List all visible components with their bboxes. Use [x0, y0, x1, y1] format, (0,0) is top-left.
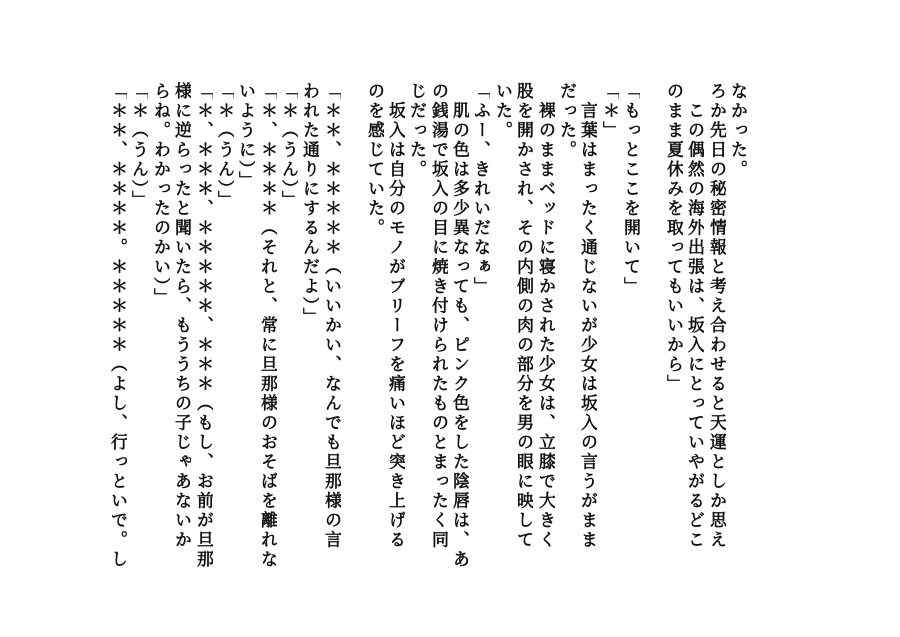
text-line: 「＊（うん）」 [278, 82, 298, 210]
blank-line [341, 82, 362, 602]
text-line: のまま夏休みを取ってもいいから」 [663, 82, 683, 394]
text-line: 裸のままベッドに寝かされた少女は、立膝で大きく [535, 82, 555, 550]
blank-line [640, 82, 661, 602]
text-line: だった。 [556, 82, 576, 160]
text-line: 言葉はまったく通じないが少女は坂入の言うがまま [577, 82, 597, 550]
text-line: 肌の色は多少異なっても、ピンク色をした陰唇は、あ [449, 82, 469, 570]
text-line: 「もっとここを開いて」 [620, 82, 640, 297]
text-line: 坂入は自分のモノがブリーフを痛いほど突き上げる [385, 82, 405, 550]
text-line: らね。わかったのかい）」 [150, 82, 170, 308]
text-line: のを感じていた。 [364, 82, 384, 238]
text-line: 「＊（うん）」 [214, 82, 234, 210]
text-line: 「＊、＊＊＊、＊＊＊＊＊、＊＊＊（もし、お前が旦那 [193, 82, 213, 570]
text-line: なかった。 [727, 82, 747, 180]
text-line: いように）」 [235, 82, 255, 191]
text-line: じだった。 [406, 82, 426, 180]
text-line: ろか先日の秘密情報と考え合わせると天運としか思え [706, 82, 726, 550]
text-line: 「＊＊、＊＊＊＊＊（いいかい、なんでも旦那様の言 [321, 82, 341, 550]
text-line: この偶然の海外出張は、坂入にとっていやがるどこ [684, 82, 704, 550]
text-line: いた。 [492, 82, 512, 141]
text-line: 「＊、＊＊＊＊（それと、常に旦那様のおそばを離れな [257, 82, 277, 570]
text-line: 「＊（うん）」 [128, 82, 148, 210]
text-line: 様に逆らったと聞いたら、もううちの子じゃあないか [171, 82, 191, 550]
text-line: の銭湯で坂入の目に焼き付けられたものとまったく同 [428, 82, 448, 550]
text-line: 「ふー、きれいだなぁ」 [470, 82, 490, 297]
text-line: 股を開かされ、その内側の肉の部分を男の眼に映して [513, 82, 533, 550]
text-line: 「＊＊、＊＊＊＊。＊＊＊＊＊（よし、行っといで。し [107, 82, 127, 570]
text-line: 「＊」 [599, 82, 619, 141]
text-line: われた通りにするんだよ）」 [299, 82, 319, 327]
